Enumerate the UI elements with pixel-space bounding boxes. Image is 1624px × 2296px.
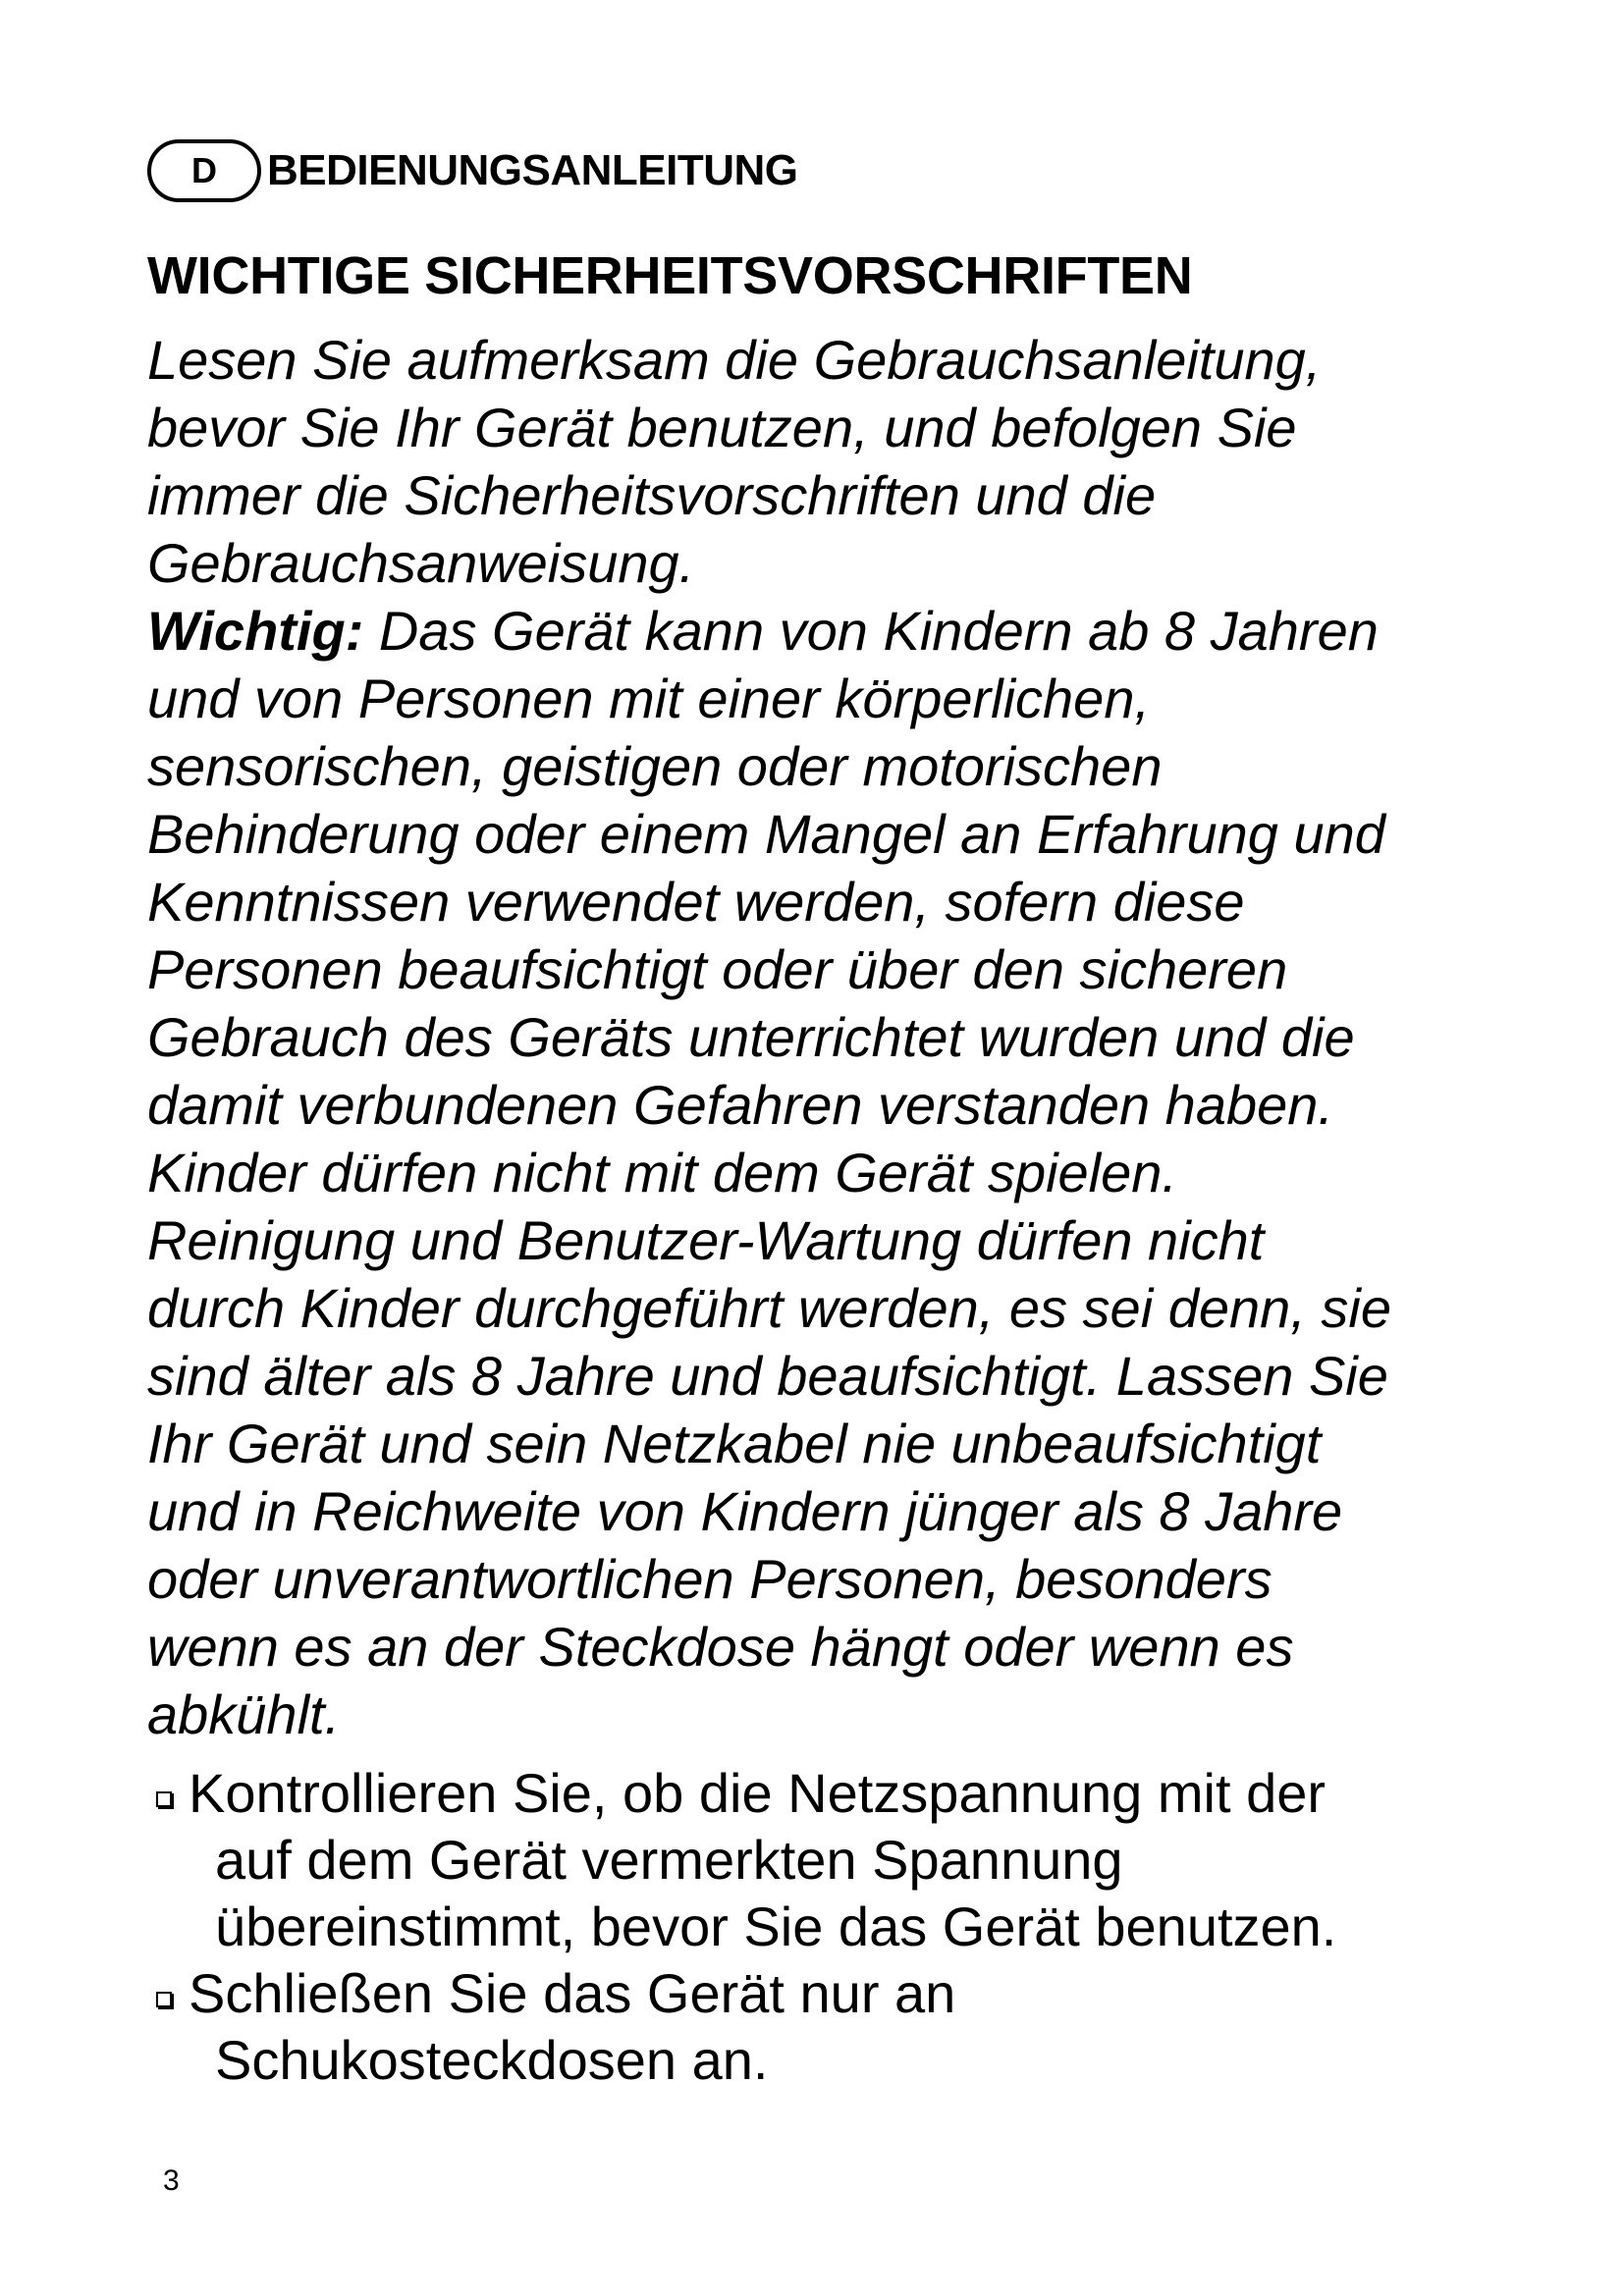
important-line: Kenntnissen verwendet werden, sofern diese: [147, 871, 1245, 933]
bullet-item: [147, 1960, 1502, 2094]
important-line: Das Gerät kann von Kindern ab 8 Jahren: [363, 600, 1379, 662]
manual-title: BEDIENUNGSANLEITUNG: [267, 146, 798, 194]
bullet-list: [147, 1760, 1502, 2094]
important-line: damit verbundenen Gefahren verstanden haben.: [147, 1074, 1333, 1136]
important-line: Gebrauch des Geräts unterrichtet wurden und die: [147, 1006, 1355, 1068]
bullet-line: Schließen Sie das Gerät nur an: [189, 1962, 956, 2024]
page-number: 3: [163, 2164, 180, 2197]
important-line: sensorischen, geistigen oder motorischen: [147, 735, 1163, 797]
safety-text-block: [147, 326, 1502, 1748]
bullet-line: auf dem Gerät vermerkten Spannung: [215, 1829, 1123, 1891]
important-line: sind älter als 8 Jahre und beaufsichtigt. Lassen Sie: [147, 1345, 1388, 1407]
important-line: Reinigung und Benutzer-Wartung dürfen nicht: [147, 1209, 1265, 1271]
important-line: oder unverantwortlichen Personen, besonders: [147, 1548, 1272, 1610]
bullet-line: übereinstimmt, bevor Sie das Gerät benutzen.: [215, 1896, 1337, 1957]
intro-line: Lesen Sie aufmerksam die Gebrauchsanleitung,: [147, 329, 1322, 391]
bullet-line: Schukosteckdosen an.: [215, 2029, 769, 2091]
checkbox-bullet-icon: [147, 1960, 181, 2027]
intro-line: immer die Sicherheitsvorschriften und die: [147, 464, 1157, 526]
checkbox-bullet-icon: [147, 1760, 181, 1827]
manual-header: [147, 137, 798, 204]
important-line: Kinder dürfen nicht mit dem Gerät spielen.: [147, 1142, 1177, 1203]
important-line: abkühlt.: [147, 1683, 341, 1745]
important-line: und von Personen mit einer körperlichen,: [147, 667, 1151, 729]
important-line: wenn es an der Steckdose hängt oder wenn es: [147, 1616, 1294, 1678]
important-line: durch Kinder durchgeführt werden, es sei denn, sie: [147, 1277, 1391, 1339]
important-line: Personen beaufsichtigt oder über den sicheren: [147, 938, 1288, 1000]
intro-line: bevor Sie Ihr Gerät benutzen, und befolgen Sie: [147, 397, 1297, 458]
bullet-item: [147, 1760, 1502, 1960]
bullet-text: [189, 1760, 1502, 1960]
important-label: Wichtig:: [147, 600, 364, 662]
important-line: Behinderung oder einem Mangel an Erfahrung und: [147, 803, 1385, 865]
intro-paragraph: [147, 326, 1502, 597]
bullet-text: [189, 1960, 1502, 2094]
important-first-line: [147, 597, 1502, 665]
section-title: WICHTIGE SICHERHEITSVORSCHRIFTEN: [147, 246, 1193, 305]
important-paragraph: [147, 597, 1502, 1748]
important-line: Ihr Gerät und sein Netzkabel nie unbeaufsichtigt: [147, 1413, 1322, 1474]
important-line: und in Reichweite von Kindern jünger als 8 Jahre: [147, 1480, 1343, 1542]
language-badge: D: [147, 139, 261, 202]
intro-line: Gebrauchsanweisung.: [147, 532, 695, 594]
bullet-line: Kontrollieren Sie, ob die Netzspannung mit der: [189, 1762, 1326, 1824]
